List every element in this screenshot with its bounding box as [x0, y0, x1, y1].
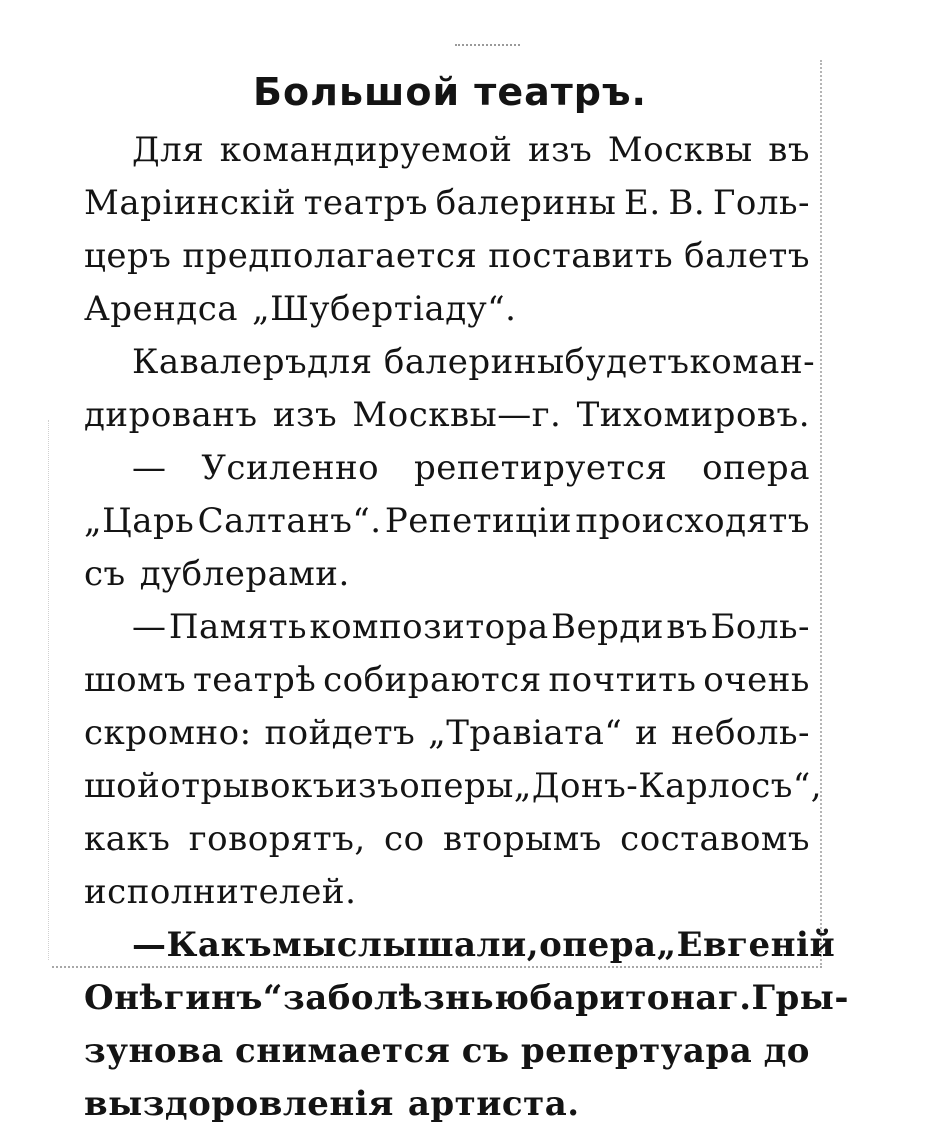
word: —	[132, 925, 167, 965]
word: „Травіата“	[428, 713, 623, 753]
text-line	[84, 495, 810, 548]
word: Для	[132, 130, 205, 170]
text-line	[84, 442, 810, 495]
text-line	[84, 654, 810, 707]
text-line	[84, 124, 810, 177]
word: Память	[168, 607, 307, 647]
word: болѣзнью	[327, 978, 530, 1018]
clipping-edge-left	[48, 420, 49, 960]
word: „Евгеній	[656, 925, 836, 965]
word: опера	[539, 925, 657, 965]
word: скромно:	[84, 713, 252, 753]
word: Боль-	[710, 607, 810, 647]
word: Москвы	[607, 130, 753, 170]
word: и	[635, 713, 659, 753]
word: —	[132, 607, 167, 647]
word: неболь-	[671, 713, 810, 753]
word: изъ	[334, 766, 400, 806]
word: снимается	[235, 1031, 451, 1071]
word: Усиленно	[201, 448, 380, 488]
word: составомъ	[620, 819, 810, 859]
word: оперы	[399, 766, 514, 806]
text-line	[84, 1078, 810, 1131]
word: баритона	[529, 978, 718, 1018]
word: опера	[702, 448, 810, 488]
text-line	[84, 972, 849, 1025]
article-title: Большой театръ.	[253, 70, 647, 114]
word: съ	[84, 554, 126, 594]
word: Арендса	[84, 289, 239, 329]
word: театрѣ	[192, 660, 317, 700]
word: собираются	[323, 660, 542, 700]
clipping-edge-top	[455, 44, 520, 46]
text-line	[84, 919, 836, 972]
word: репетируется	[413, 448, 668, 488]
word: съ	[461, 1031, 510, 1071]
word: происходятъ	[575, 501, 810, 541]
word: поставить	[488, 236, 674, 276]
word: изъ	[272, 395, 338, 435]
word: исполнителей.	[84, 872, 357, 912]
word: Е.	[624, 183, 661, 223]
article-body	[84, 124, 849, 1131]
word: изъ	[527, 130, 593, 170]
text-line	[84, 548, 810, 601]
text-line	[84, 177, 810, 230]
word: театръ	[303, 183, 428, 223]
text-line	[84, 866, 810, 919]
word: репертуара	[520, 1031, 753, 1071]
text-line	[84, 1025, 810, 1078]
word: дублерами.	[139, 554, 350, 594]
word: артиста.	[407, 1084, 580, 1124]
word: вторымъ	[442, 819, 602, 859]
word: Голь-	[712, 183, 810, 223]
word: какъ	[84, 819, 171, 859]
word: командируемой	[219, 130, 513, 170]
word: зунова	[84, 1031, 224, 1071]
text-line	[84, 813, 810, 866]
word: Онѣгинъ“	[84, 978, 283, 1018]
word: Какъ	[166, 925, 273, 965]
word: Верди	[551, 607, 664, 647]
word: мы	[272, 925, 337, 965]
word: Гры-	[751, 978, 849, 1018]
text-line	[84, 336, 816, 389]
word: за	[283, 978, 328, 1018]
word: выздоровленія	[84, 1084, 394, 1124]
word: говорятъ,	[188, 819, 366, 859]
word: шой	[84, 766, 161, 806]
word: очень	[703, 660, 810, 700]
word: Кавалеръ	[132, 342, 308, 382]
word: для балерины	[307, 342, 565, 382]
text-line	[84, 230, 810, 283]
text-line	[84, 389, 810, 442]
clipping-edge-right	[820, 60, 822, 965]
text-line	[84, 601, 810, 654]
word: композитора	[309, 607, 549, 647]
word: „Шубертіаду“.	[252, 289, 517, 329]
word: балетъ	[684, 236, 810, 276]
word: балерины	[435, 183, 617, 223]
word: коман-	[689, 342, 816, 382]
word: г.	[717, 978, 752, 1018]
word: со	[384, 819, 425, 859]
word: Салтанъ“.	[197, 501, 382, 541]
text-line	[84, 760, 823, 813]
word: „Донъ-Карлосъ“,	[513, 766, 823, 806]
word: слышали,	[336, 925, 540, 965]
word: шомъ	[84, 660, 187, 700]
word: въ	[768, 130, 810, 170]
word: до	[763, 1031, 810, 1071]
word: Маріинскій	[84, 183, 296, 223]
word: пойдетъ	[264, 713, 416, 753]
word: —	[132, 448, 167, 488]
word: въ	[666, 607, 709, 647]
word: будетъ	[564, 342, 690, 382]
word: отрывокъ	[160, 766, 335, 806]
word: В.	[668, 183, 706, 223]
word: почтить	[548, 660, 697, 700]
text-line	[84, 707, 810, 760]
word: Москвы—г.	[352, 395, 562, 435]
word: Репетиціи	[384, 501, 573, 541]
word: дированъ	[84, 395, 258, 435]
text-line	[84, 283, 810, 336]
word: предполагается	[182, 236, 478, 276]
word: церъ	[84, 236, 172, 276]
word: „Царь	[84, 501, 195, 541]
word: Тихомировъ.	[576, 395, 810, 435]
